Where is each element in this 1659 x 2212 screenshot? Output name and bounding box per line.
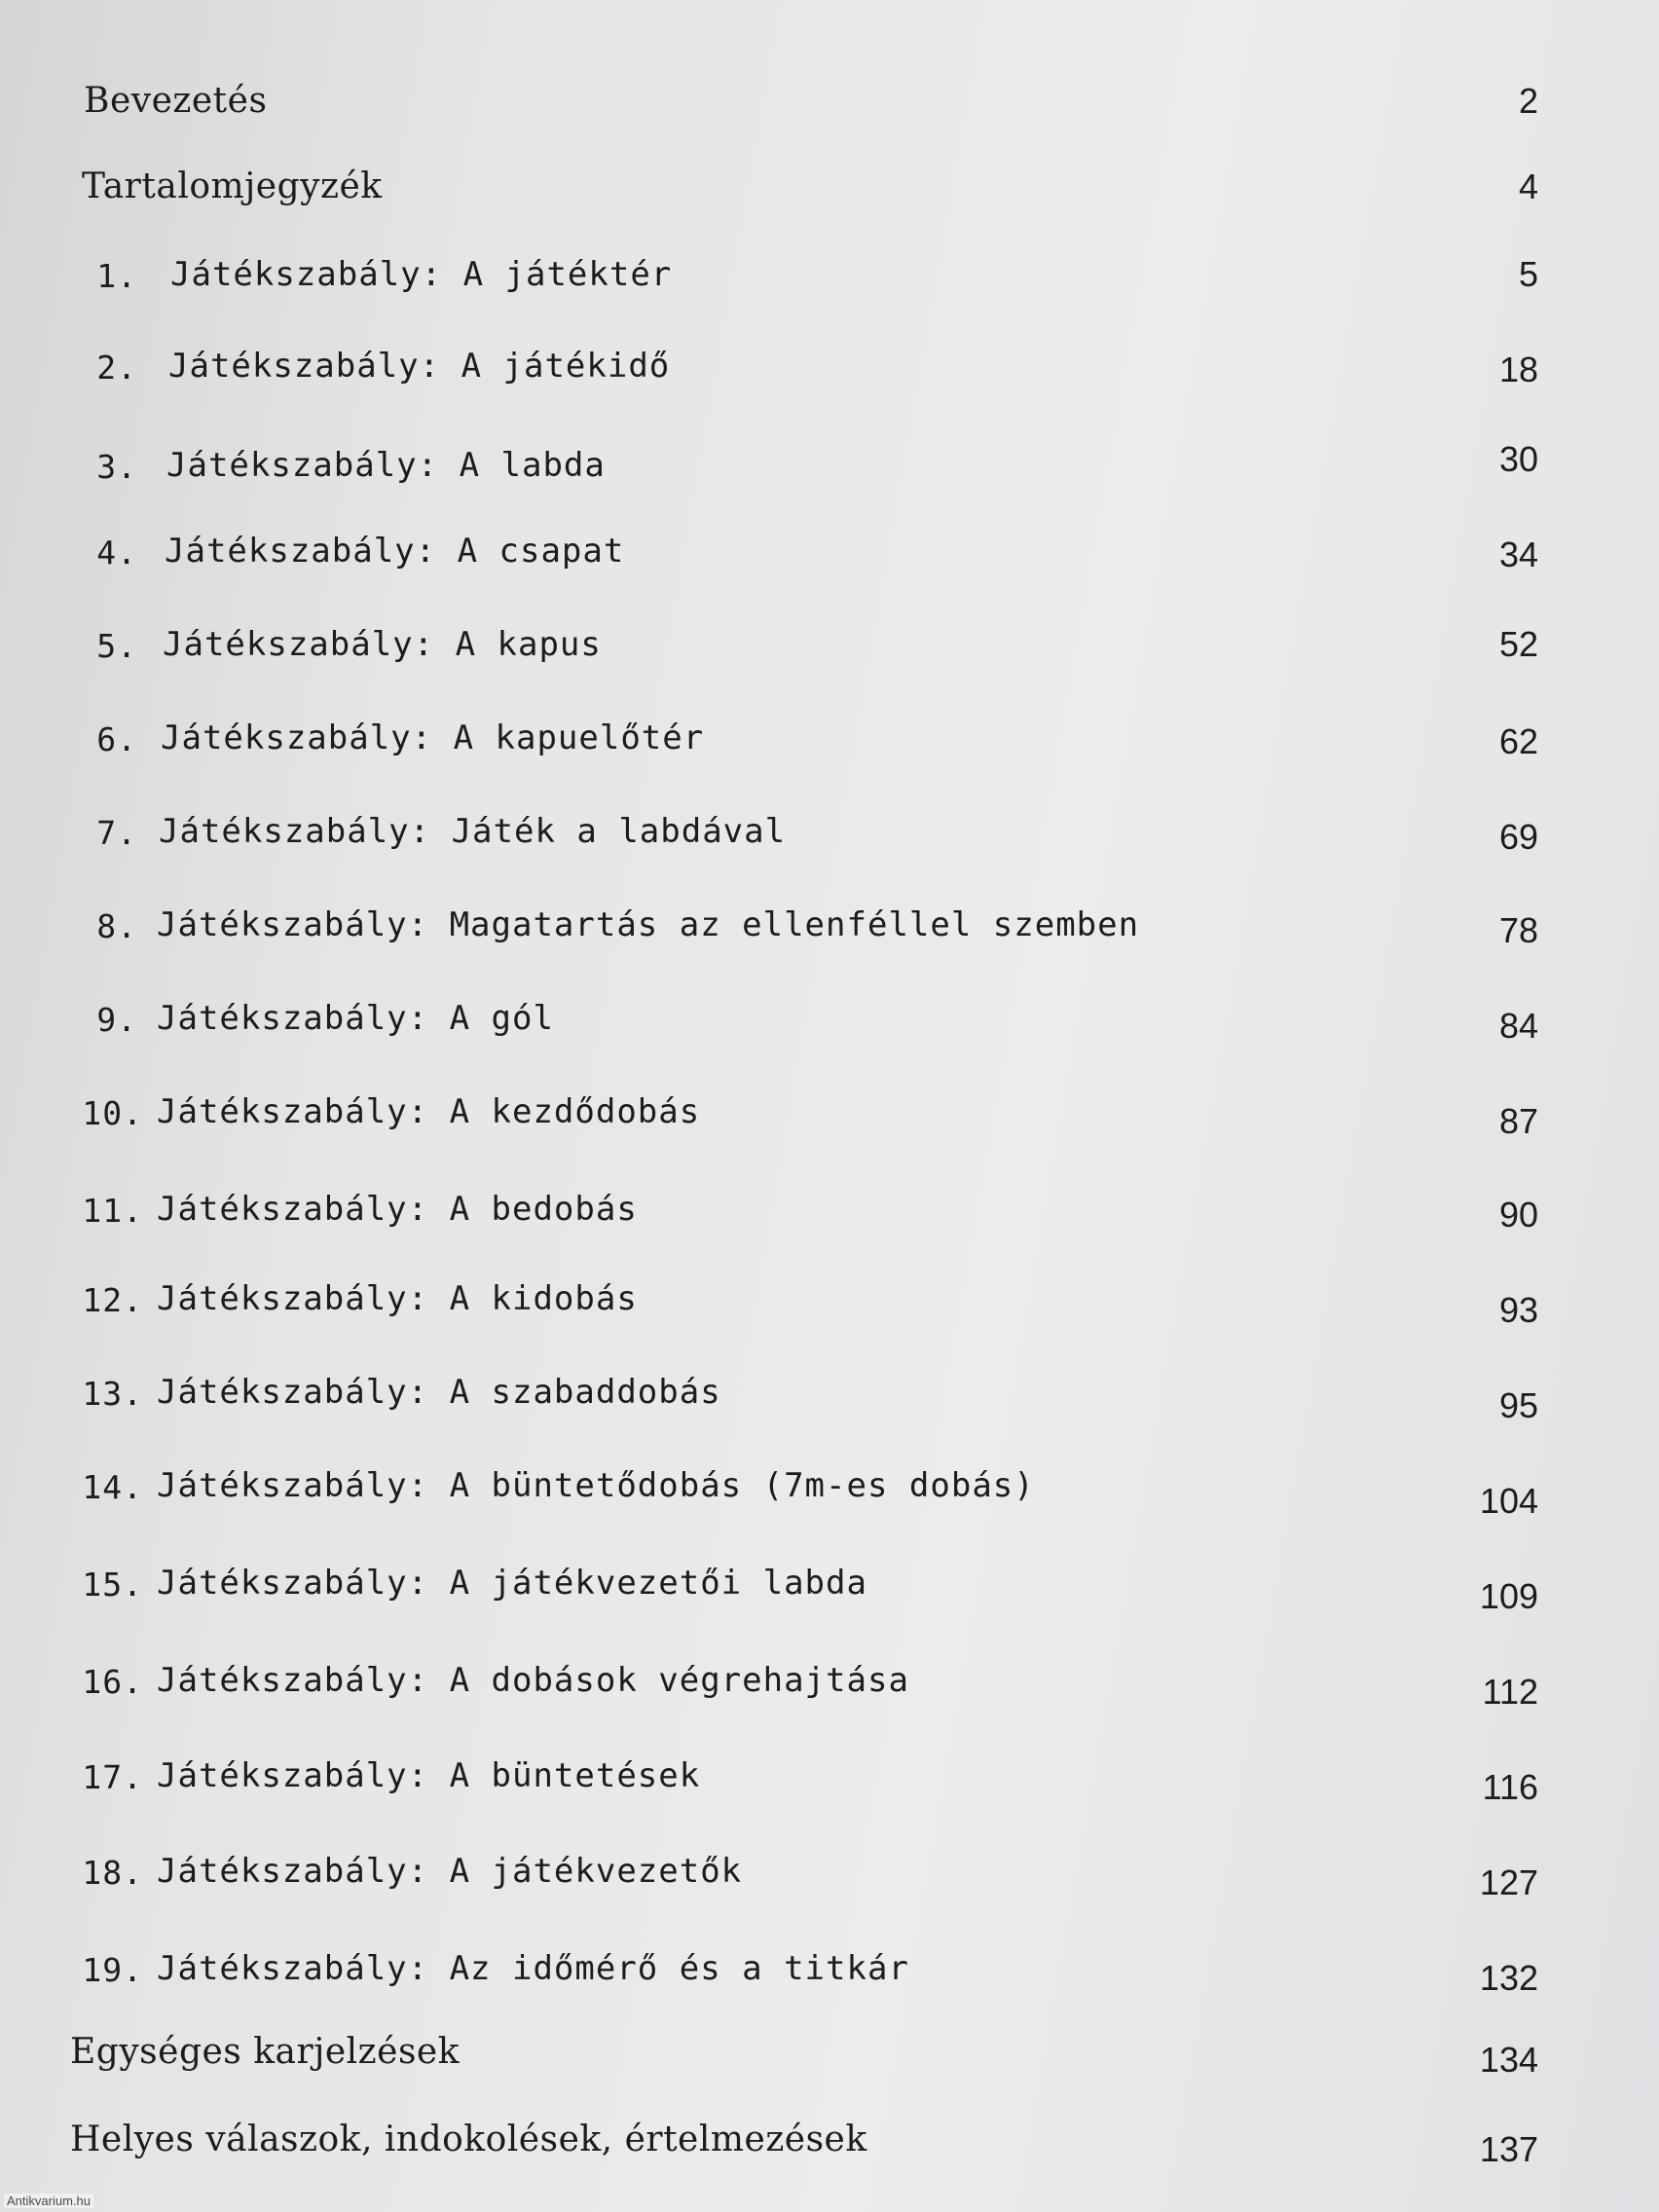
toc-entry-title: Bevezetés	[84, 81, 268, 121]
toc-entry-number: 8.	[96, 907, 137, 945]
toc-entry	[0, 1840, 1659, 1902]
toc-entry-title: Játékszabály: A kapuelőtér	[161, 719, 705, 757]
toc-entry-title: Játékszabály: A kapus	[163, 625, 602, 664]
toc-entry-number: 15.	[82, 1566, 143, 1604]
toc-entry-page-number: 78	[1498, 910, 1538, 950]
toc-entry-number: 2.	[96, 349, 137, 387]
toc-entry-page-number: 134	[1479, 2040, 1538, 2080]
toc-entry-page-number: 18	[1498, 350, 1538, 389]
toc-entry-title: Játékszabály: Játék a labdával	[159, 812, 787, 851]
toc-entry-title: Játékszabály: Az időmérő és a titkár	[157, 1949, 909, 1988]
toc-entry	[0, 999, 1659, 1057]
toc-entry	[0, 2120, 1659, 2179]
toc-entry-number: 5.	[96, 627, 137, 665]
toc-entry-title: Tartalomjegyzék	[82, 166, 383, 206]
toc-entry-page-number: 127	[1479, 1862, 1538, 1902]
toc-entry-page-number: 95	[1498, 1385, 1538, 1425]
toc-entry-page-number: 4	[1518, 166, 1538, 206]
toc-entry-number: 11.	[82, 1192, 143, 1230]
toc-entry-number: 19.	[82, 1951, 143, 1989]
toc-entry-title: Játékszabály: A kezdődobás	[157, 1092, 701, 1131]
toc-entry	[0, 1560, 1659, 1618]
toc-entry-page-number: 34	[1498, 535, 1538, 574]
toc-entry-number: 7.	[96, 814, 137, 852]
toc-entry-number: 17.	[82, 1758, 143, 1796]
toc-entry-page-number: 2	[1518, 81, 1538, 121]
toc-entry-number: 4.	[96, 534, 137, 571]
toc-entry-title: Játékszabály: A dobások végrehajtása	[157, 1661, 909, 1700]
toc-entry-title: Játékszabály: A kidobás	[157, 1279, 638, 1318]
toc-entry	[0, 440, 1659, 498]
toc-entry-title: Játékszabály: A szabaddobás	[157, 1373, 721, 1412]
toc-entry	[0, 1653, 1659, 1712]
toc-entry-number: 13.	[82, 1375, 143, 1413]
toc-entry-number: 14.	[82, 1468, 143, 1506]
toc-entry-number: 18.	[82, 1854, 143, 1892]
toc-entry-page-number: 52	[1498, 624, 1538, 664]
toc-entry-number: 9.	[96, 1001, 137, 1039]
toc-entry-page-number: 137	[1479, 2129, 1538, 2169]
toc-entry-number: 3.	[96, 448, 137, 486]
toc-entry	[0, 1934, 1659, 1998]
toc-entry-page-number: 5	[1518, 254, 1538, 294]
toc-entry	[0, 2027, 1659, 2085]
toc-entry-title: Játékszabály: A játéktér	[170, 255, 673, 294]
toc-entry	[0, 1373, 1659, 1431]
toc-entry-number: 10.	[82, 1094, 143, 1132]
toc-entry-page-number: 104	[1479, 1481, 1538, 1521]
toc-entry	[0, 532, 1659, 590]
toc-entry-number: 1.	[96, 257, 137, 295]
toc-entry-number: 12.	[82, 1281, 143, 1319]
toc-entry-page-number: 112	[1482, 1672, 1538, 1712]
toc-entry-page-number: 62	[1498, 721, 1538, 761]
toc-entry-title: Helyes válaszok, indokolések, értelmezések	[70, 2120, 867, 2159]
toc-entry-title: Játékszabály: A büntetődobás (7m-es dobás)	[157, 1466, 1035, 1505]
toc-entry	[0, 1466, 1659, 1525]
watermark-logo: Antikvarium.hu	[4, 2194, 93, 2208]
toc-entry-title: Játékszabály: A labda	[166, 446, 606, 485]
toc-entry	[0, 347, 1659, 405]
toc-entry-page-number: 116	[1482, 1767, 1538, 1807]
toc-entry	[0, 625, 1659, 683]
toc-entry-page-number: 30	[1498, 439, 1538, 479]
toc-entry	[0, 167, 1659, 226]
toc-entry-title: Játékszabály: A játékvezetői labda	[157, 1564, 867, 1603]
toc-entry	[0, 1092, 1659, 1151]
toc-entry-page-number: 109	[1479, 1576, 1538, 1616]
toc-entry-title: Játékszabály: A büntetések	[157, 1756, 701, 1795]
toc-entry-title: Játékszabály: A játékidő	[168, 347, 671, 386]
toc-entry-title: Egységes karjelzések	[70, 2032, 461, 2072]
toc-entry	[0, 1279, 1659, 1338]
toc-entry-title: Játékszabály: A játékvezetők	[157, 1852, 743, 1891]
toc-entry	[0, 812, 1659, 870]
toc-entry	[0, 1186, 1659, 1244]
toc-entry-title: Játékszabály: A gól	[157, 999, 554, 1038]
toc-entry-page-number: 132	[1479, 1958, 1538, 1998]
toc-entry-number: 16.	[82, 1663, 143, 1701]
toc-entry-title: Játékszabály: A csapat	[165, 532, 625, 571]
toc-entry	[0, 905, 1659, 964]
toc-entry	[0, 255, 1659, 313]
toc-entry-number: 6.	[96, 720, 137, 758]
toc-entry-page-number: 69	[1498, 817, 1538, 857]
toc-entry-page-number: 93	[1498, 1290, 1538, 1330]
toc-entry-title: Játékszabály: Magatartás az ellenféllel szemben	[157, 905, 1140, 944]
toc-entry-page-number: 90	[1498, 1195, 1538, 1235]
toc-entry-page-number: 87	[1498, 1101, 1538, 1141]
toc-entry	[0, 82, 1659, 140]
toc-entry	[0, 719, 1659, 777]
toc-entry	[0, 1747, 1659, 1805]
toc-entry-page-number: 84	[1498, 1006, 1538, 1046]
toc-entry-title: Játékszabály: A bedobás	[157, 1190, 638, 1229]
